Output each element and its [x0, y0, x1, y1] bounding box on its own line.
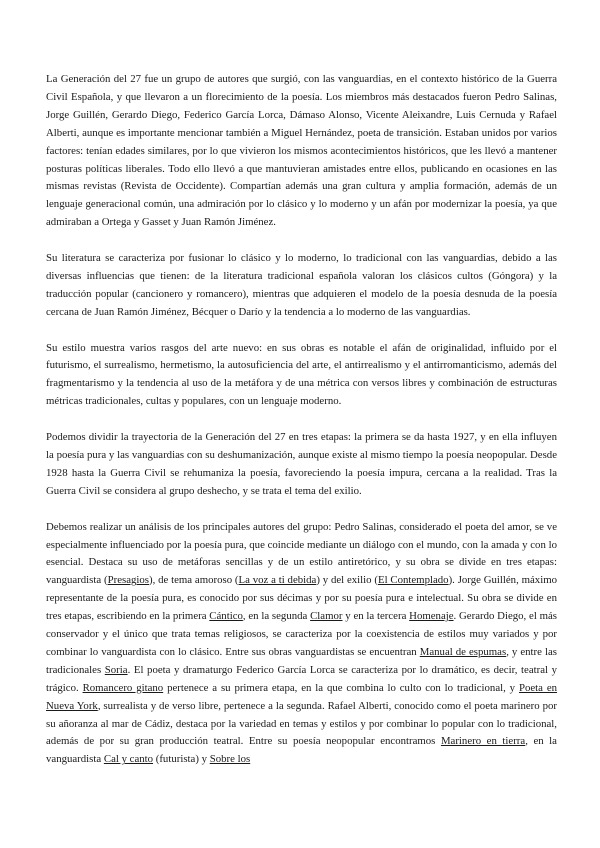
- underlined-title: Romancero gitano: [82, 681, 164, 694]
- underlined-title: El Contemplado: [377, 574, 449, 587]
- text-run: Debemos realizar un análisis de los principales autores del grupo: Pedro Salinas, considerado el poeta del amor, se ve especialmente influenciado por la poesía pura, que coincide mediante un diálogo con el mundo, con la amada y con lo esencial. Destaca su uso de metáforas sencillas y de un estilo antiretórico, y su obra se divide en tres etapas: vanguardista (: [46, 520, 557, 587]
- underlined-title: Marinero en tierra: [440, 735, 526, 748]
- underlined-title: Presagios: [107, 574, 149, 587]
- text-run: ). Jorge Guillén, máximo representante de la poesía pura, es conocido por sus décimas y por su poesía pura e intelectual. Su obra se divide en tres etapas, escribiendo en la primera: [46, 574, 557, 623]
- underlined-title: Cal y canto: [103, 753, 154, 766]
- underlined-title: Homenaje: [409, 610, 454, 623]
- text-run: (futurista) y: [153, 753, 210, 766]
- underlined-title: La voz a ti debida: [238, 574, 317, 587]
- paragraph: [46, 429, 557, 501]
- text-run: , en la vanguardista: [46, 735, 557, 766]
- underlined-title: Manual de espumas: [419, 645, 507, 658]
- text-run: , en la segunda: [242, 610, 311, 623]
- text-run: La Generación del 27 fue un grupo de autores que surgió, con las vanguardias, en el contexto histórico de la Guerra Civil Española, y que llevaron a un florecimiento de la poesía. Los miembros más destacados fueron Pedro Salinas, Jorge Guillén, Gerardo Diego, Federico García Lorca, Dámaso Alonso, Vicente Aleixandre, Luis Cernuda y Rafael Alberti, aunque es importante mencionar también a Miguel Hernández, poeta de transición. Estaban unidos por varios factores: tenían edades similares, por lo que vivieron los mismos acontecimientos históricos, que les llevó a mantener posturas políticas liberales. Todo ello llevó a que mantuvieran amistades entre ellos, publicando en ocasiones en las mismas revistas (Revista de Occidente). Compartían además una gran cultura y amplia formación, además de un lenguaje generacional común, una admiración por lo clásico y lo moderno y un afán por modernizar la poesía, ya que admiraban a Ortega y Gasset y Juan Ramón Jiménez.: [46, 73, 557, 229]
- paragraph: [46, 250, 557, 322]
- text-run: ) y del exilio (: [316, 574, 378, 587]
- text-run: ), de tema amoroso (: [148, 574, 239, 587]
- paragraph: [46, 519, 557, 770]
- text-run: . El poeta y dramaturgo Federico García Lorca se caracteriza por lo dramático, es decir, teatral y trágico.: [46, 663, 557, 694]
- underlined-title: Sobre los: [209, 753, 251, 766]
- text-run: Podemos dividir la trayectoria de la Generación del 27 en tres etapas: la primera se da hasta 1927, y en ella influyen la poesía pura y las vanguardias con su deshumanización, aunque existe al mismo tiempo la poesía neopopular. Desde 1928 hasta la Guerra Civil se rehumaniza la poesía, favoreciendo la poesía impura, cercana a la realidad. Tras la Guerra Civil se considera al grupo deshecho, y se trata el tema del exilio.: [46, 431, 557, 497]
- paragraph: [46, 340, 557, 412]
- text-run: pertenece a su primera etapa, en la que combina lo culto con lo tradicional, y: [163, 681, 519, 694]
- paragraph: [46, 71, 557, 232]
- underlined-title: Soria: [104, 663, 128, 676]
- document-body: [46, 71, 557, 787]
- text-run: Su estilo muestra varios rasgos del arte nuevo: en sus obras es notable el afán de originalidad, influido por el futurismo, el surrealismo, hermetismo, la autosuficiencia del arte, el antirrealismo y el antirromanticismo, además del fragmentarismo y la tendencia al uso de la metáfora y de una métrica con versos libres y combinación de estructuras métricas tradicionales, cultas y populares, con un lenguaje moderno.: [46, 341, 557, 408]
- underlined-title: Poeta en Nueva York: [46, 681, 558, 712]
- text-run: y en la tercera: [342, 610, 410, 623]
- text-run: , surrealista y de verso libre, pertenece a la segunda. Rafael Alberti, conocido como el poeta marinero por su añoranza al mar de Cádiz, destaca por la variedad en temas y estilos y por combinar lo popular con lo tradicional, además de por su gran producción teatral. Entre su poesía neopopular encontramos: [46, 699, 557, 748]
- text-run: , y entre las tradicionales: [46, 645, 557, 676]
- text-run: . Gerardo Diego, el más conservador y el único que trata temas religiosos, se caracteriza por la coexistencia de estilos muy variados y por combinar lo vanguardista con lo clásico. Entre sus obras vanguardistas se encuentran: [46, 610, 558, 658]
- underlined-title: Cántico: [209, 610, 243, 623]
- underlined-title: Clamor: [310, 610, 343, 623]
- text-run: Su literatura se caracteriza por fusionar lo clásico y lo moderno, lo tradicional con las vanguardias, debido a las diversas influencias que tienen: de la literatura tradicional española valoran los clásicos cultos (Góngora) y la traducción popular (cancionero y romancero), mientras que adquieren el modelo de la poesía desnuda de la poesía cercana de Juan Ramón Jiménez, Bécquer o Darío y la tendencia a lo moderno de las vanguardias.: [46, 252, 557, 318]
